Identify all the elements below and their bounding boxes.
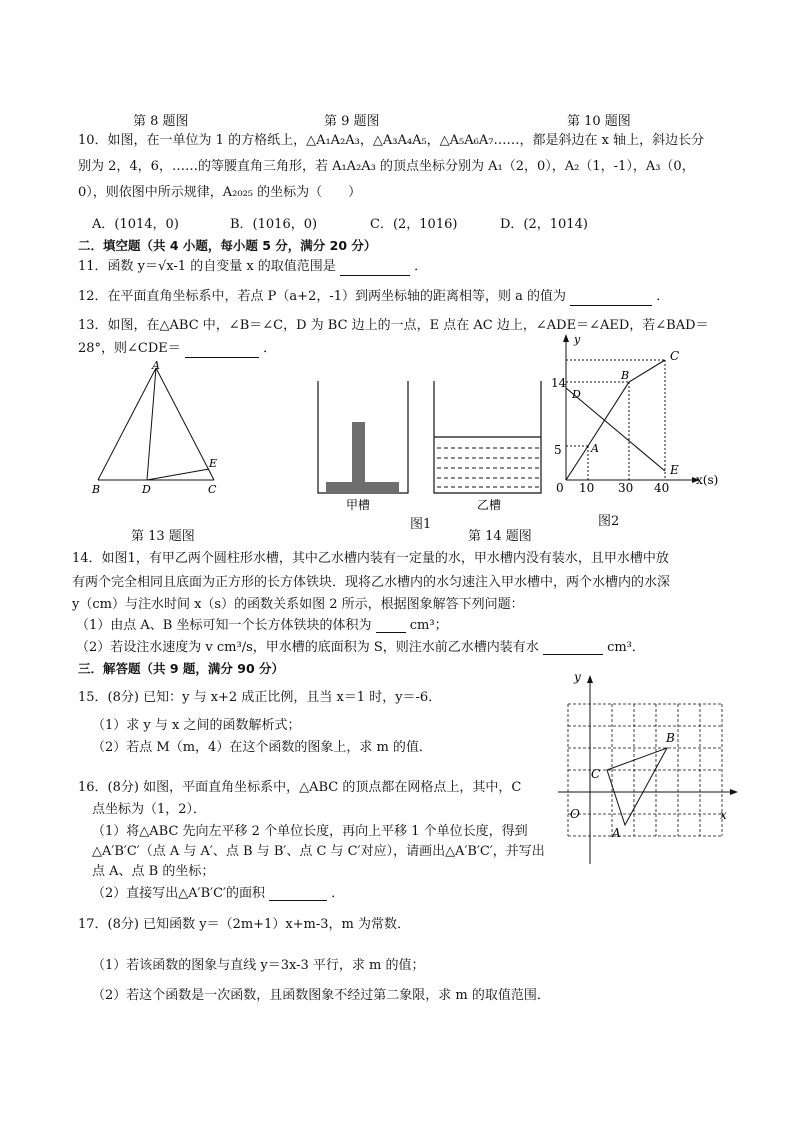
fig14-graph-ytick-5: 5 [554, 443, 562, 457]
q16-line2: 点坐标为（1，2）． [92, 802, 207, 817]
fig14-graph [548, 330, 728, 510]
q16-part1a: （1）将△ABC 先向左平移 2 个单位长度，再向上平移 1 个单位长度，得到 [92, 824, 528, 839]
fig14-graph-x-label: x(s) [696, 473, 719, 487]
q16-part2-text: （2）直接写出△A′B′C′的面积 [92, 886, 266, 901]
q16-part2-blank [269, 900, 327, 901]
tank1-label: 甲槽 [346, 498, 371, 512]
caption-fig10: 第 10 题图 [567, 114, 631, 129]
tank1-iron-block-vertical [352, 422, 365, 483]
fig13-label-a: A [152, 359, 160, 372]
q12-end: ． [656, 289, 670, 304]
fig13-caption: 第 13 题图 [131, 529, 195, 544]
q10-option-c: C．(2，1016) [370, 217, 458, 232]
tank1-iron-block-base [326, 482, 399, 493]
q11-text: 11．函数 y＝√x-1 的自变量 x 的取值范围是 [78, 259, 336, 274]
fig14-figure2-label: 图2 [598, 514, 620, 529]
fig14-graph-point-b: B [621, 369, 630, 382]
q13-line1: 13．如图，在△ABC 中，∠B＝∠C，D 为 BC 边上的一点，E 点在 AC 边上，∠ADE＝∠AED，若∠BAD＝ [78, 318, 709, 333]
q12-text: 12．在平面直角坐标系中，若点 P（a+2，-1）到两坐标轴的距离相等，则 a 的值为 [78, 289, 567, 304]
q17-part2: （2）若这个函数是一次函数，且函数图象不经过第二象限，求 m 的取值范围． [92, 988, 550, 1003]
section-2-heading: 二．填空题（共 4 小题，每小题 5 分，满分 20 分） [78, 238, 377, 253]
fig14-graph-xtick-30: 30 [618, 481, 634, 495]
fig16-grid [548, 668, 748, 868]
fig14-graph-point-a: A [591, 442, 599, 455]
fig16-label-a: A [612, 826, 621, 840]
fig13-label-c: C [208, 483, 217, 496]
q14-part1-text: （1）由点 A、B 坐标可知一个长方体铁块的体积为 [76, 618, 372, 633]
q10-option-b: B．(1016，0) [230, 217, 318, 232]
fig13-triangle [88, 358, 228, 500]
fig16-y-label: y [574, 670, 581, 684]
q14-line1: 14．如图1，有甲乙两个圆柱形水槽，其中乙水槽内装有一定量的水，甲水槽内没有装水，且甲水槽中放 [72, 551, 669, 566]
q14-part2-blank [543, 654, 603, 655]
fig14-tanks [310, 375, 550, 520]
tank2-label: 乙槽 [477, 498, 502, 512]
fig14-graph-xtick-10: 10 [579, 481, 595, 495]
fig13-label-e: E [209, 457, 218, 470]
q14-part1-blank [376, 632, 406, 633]
q17-line1: 17．(8分) 已知函数 y＝（2m+1）x+m-3，m 为常数． [78, 917, 411, 932]
q10-option-a: A．(1014，0) [92, 217, 179, 232]
q14-part2 [76, 636, 645, 655]
fig16-triangle-abc [607, 748, 667, 825]
fig16-label-c: C [591, 767, 601, 781]
q11-answer-blank [340, 275, 410, 276]
q14-part1 [76, 614, 448, 633]
fig14-graph-lines [566, 360, 665, 480]
tank2-water-lines [437, 448, 539, 487]
fig16-origin-label: O [570, 807, 580, 821]
q14-line3: y（cm）与注水时间 x（s）的函数关系如图 2 所示，根据图象解答下列问题： [72, 597, 524, 612]
caption-fig9: 第 9 题图 [324, 114, 380, 129]
q15-line1: 15．(8分) 已知：y 与 x+2 成正比例，且当 x＝1 时，y＝-6． [78, 690, 442, 705]
q10-option-d: D．(2，1014) [500, 217, 588, 232]
fig14-graph-xtick-40: 40 [654, 481, 670, 495]
q16-part2-end: ． [331, 886, 345, 901]
q17-part1: （1）若该函数的图象与直线 y＝3x-3 平行，求 m 的值； [92, 958, 425, 973]
q12 [78, 288, 669, 306]
fig14-figure1-label: 图1 [410, 517, 432, 532]
q16-line1: 16．(8分) 如图，平面直角坐标系中，△ABC 的顶点都在网格点上，其中，C [78, 780, 522, 795]
fig13-label-b: B [92, 483, 101, 496]
q15-part1: （1）求 y 与 x 之间的函数解析式； [92, 718, 301, 733]
q14-part1-unit: cm³； [409, 618, 448, 633]
q14-part2-text: （2）若设注水速度为 v cm³/s，甲水槽的底面积为 S，则注水前乙水槽内装有水 [76, 640, 539, 655]
q11 [78, 258, 427, 276]
fig14-graph-ytick-14: 14 [551, 376, 567, 390]
fig13-label-d: D [142, 483, 151, 496]
fig16-label-b: B [666, 731, 675, 745]
q16-part1b: △A′B′C′（点 A 与 A′、点 B 与 B′、点 C 与 C′对应），请画出△A′B′C′，并写出 [92, 844, 545, 859]
fig14-graph-dashed-guides [566, 360, 665, 480]
q14-line2: 有两个完全相同且底面为正方形的长方体铁块．现将乙水槽内的水匀速注入甲水槽中，两个水槽内的水深 [72, 575, 671, 590]
q16-part2 [92, 882, 344, 901]
fig14-graph-point-c: C [670, 349, 680, 363]
q10-line2: 别为 2，4，6，……的等腰直角三角形，若 A₁A₂A₃ 的顶点坐标分别为 A₁（2，0），A₂（1，-1），A₃（0， [78, 159, 695, 174]
fig14-caption: 第 14 题图 [468, 529, 532, 544]
q13-end: ． [263, 341, 277, 356]
q13-line2 [78, 340, 276, 358]
q15-part2: （2）若点 M（m，4）在这个函数的图象上，求 m 的值． [92, 740, 432, 755]
q16-part1c: 点 A、点 B 的坐标； [92, 864, 215, 879]
fig14-graph-point-e: E [670, 463, 679, 477]
q14-part2-unit: cm³． [607, 640, 645, 655]
q10-line3: 0），则依图中所示规律，A₂₀₂₅ 的坐标为（ ） [78, 185, 362, 200]
caption-fig8: 第 8 题图 [133, 114, 189, 129]
q13-line2-text: 28°，则∠CDE＝ [78, 341, 181, 356]
fig14-graph-point-d: D [572, 388, 581, 401]
fig14-graph-origin: 0 [556, 481, 564, 495]
fig14-graph-y-label: y [574, 333, 581, 346]
section-3-heading: 三．解答题（共 9 题，满分 90 分） [78, 661, 285, 676]
q10-line1: 10．如图，在一单位为 1 的方格纸上，△A₁A₂A₃，△A₃A₄A₅，△A₅A₆A₇……，都是斜边在 x 轴上，斜边长分 [78, 133, 705, 148]
fig16-x-label: x [720, 808, 727, 822]
q12-answer-blank [570, 305, 652, 306]
q11-end: ． [414, 259, 428, 274]
